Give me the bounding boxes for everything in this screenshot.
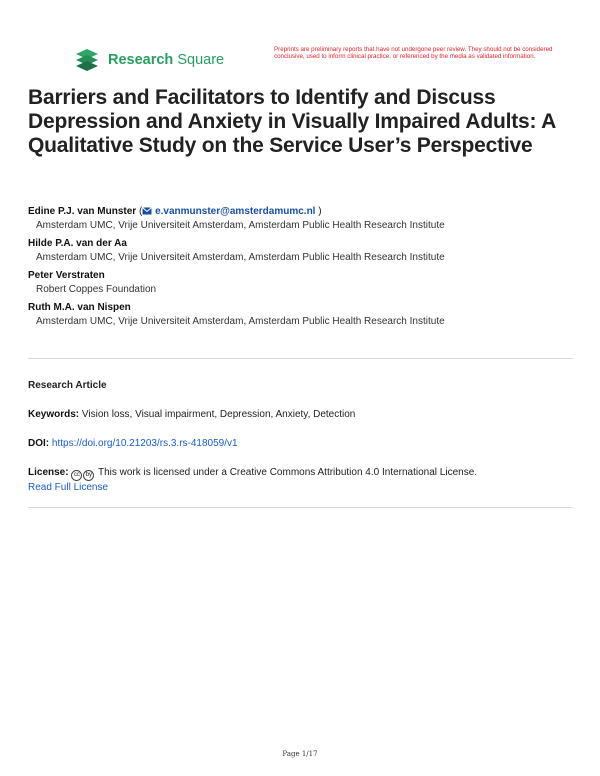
author-email-link[interactable]: e.vanmunster@amsterdamumc.nl: [155, 206, 316, 217]
paper-title: Barriers and Facilitators to Identify and Discuss Depression and Anxiety in Visually Impaired Adults: A Qualitative Study on the Service User’s Perspective: [28, 86, 556, 157]
author-3: [28, 270, 573, 296]
author-name: Peter Verstraten: [28, 270, 105, 281]
logo-text-square: Square: [177, 52, 225, 68]
divider: [28, 507, 573, 508]
doi-link[interactable]: https://doi.org/10.21203/rs.3.rs-418059/v1: [51, 438, 238, 449]
cc-by-icon: by: [83, 470, 94, 481]
cc-icon: cc: [71, 470, 82, 481]
author-name: Hilde P.A. van der Aa: [28, 238, 127, 249]
author-2: [28, 238, 573, 264]
author-list: [28, 206, 573, 334]
research-square-logo[interactable]: [74, 48, 224, 72]
doi-label: DOI:: [28, 438, 50, 449]
mail-icon: [142, 206, 152, 217]
keywords-line: [28, 408, 573, 421]
author-4: [28, 302, 573, 328]
license-text: This work is licensed under a Creative Commons Attribution 4.0 International License.: [97, 467, 478, 478]
author-1: [28, 206, 573, 232]
page-header: [74, 46, 553, 76]
article-type: Research Article: [28, 380, 107, 391]
author-affiliation: Amsterdam UMC, Vrije Universiteit Amsterdam, Amsterdam Public Health Research Institute: [36, 220, 445, 231]
logo-text-research: Research: [108, 52, 174, 68]
author-affiliation: Amsterdam UMC, Vrije Universiteit Amsterdam, Amsterdam Public Health Research Institute: [36, 252, 445, 263]
read-full-license-link[interactable]: Read Full License: [28, 482, 109, 493]
page-number: Page 1/17: [282, 750, 318, 758]
author-name: Ruth M.A. van Nispen: [28, 302, 131, 313]
doi-line: [28, 437, 573, 450]
divider: [28, 358, 573, 359]
author-name: Edine P.J. van Munster: [28, 206, 137, 217]
license-line: [28, 466, 573, 494]
keywords-label: Keywords:: [28, 409, 80, 420]
research-square-logo-icon: [74, 48, 100, 72]
keywords-value: Vision loss, Visual impairment, Depression, Anxiety, Detection: [81, 409, 356, 420]
preprint-disclaimer: Preprints are preliminary reports that have not undergone peer review. They should not be considered conclusive, used to inform clinical practice, or referenced by the media as validated information.: [274, 46, 553, 61]
author-affiliation: Robert Coppes Foundation: [36, 284, 157, 295]
logo-text: [108, 52, 224, 68]
author-affiliation: Amsterdam UMC, Vrije Universiteit Amsterdam, Amsterdam Public Health Research Institute: [36, 316, 445, 327]
close-paren: ): [315, 206, 322, 217]
open-paren: (: [138, 206, 143, 217]
license-label: License:: [28, 467, 69, 478]
